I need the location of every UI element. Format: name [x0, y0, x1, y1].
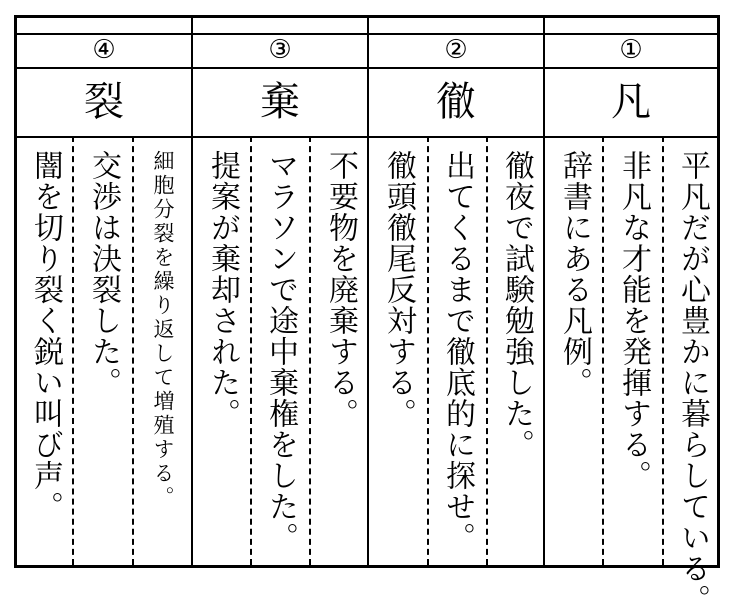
- example-sentence: 出てくるまで徹底的に探せ。: [440, 150, 475, 553]
- example-sentence: マラソンで途中棄権をした。: [263, 150, 298, 553]
- column-number: ③: [268, 35, 292, 65]
- example-sentence: 提案が棄却された。: [205, 150, 240, 429]
- example-sentence: 徹頭徹尾反対する。: [381, 150, 416, 429]
- dashed-divider: [72, 136, 74, 565]
- dashed-divider: [132, 136, 134, 565]
- dashed-divider: [662, 136, 664, 565]
- column-kanji: 凡: [611, 78, 651, 125]
- dashed-divider: [309, 136, 311, 565]
- example-sentence: 細胞分裂を繰り返して増殖する。: [151, 150, 175, 510]
- example-sentence: 徹夜で試験勉強した。: [499, 150, 534, 460]
- dashed-divider: [250, 136, 252, 565]
- dashed-divider: [486, 136, 488, 565]
- example-sentence: 不要物を廃棄する。: [323, 150, 358, 429]
- column-kanji: 棄: [260, 78, 300, 125]
- column-kanji: 徹: [436, 78, 476, 125]
- example-sentence: 闇を切り裂く鋭い叫び声。: [28, 150, 63, 522]
- kanji-worksheet: [14, 15, 720, 615]
- dashed-divider: [602, 136, 604, 565]
- column-number: ④: [92, 35, 116, 65]
- column-kanji: 裂: [84, 78, 124, 125]
- dashed-divider: [427, 136, 429, 565]
- column-number: ①: [619, 35, 643, 65]
- example-sentence: 辞書にある凡例。: [557, 150, 592, 398]
- example-sentence: 交渉は決裂した。: [86, 150, 121, 398]
- example-sentence: 平凡だが心豊かに暮らしている。: [675, 150, 710, 615]
- column-number: ②: [444, 35, 468, 65]
- example-sentence: 非凡な才能を発揮する。: [616, 150, 651, 491]
